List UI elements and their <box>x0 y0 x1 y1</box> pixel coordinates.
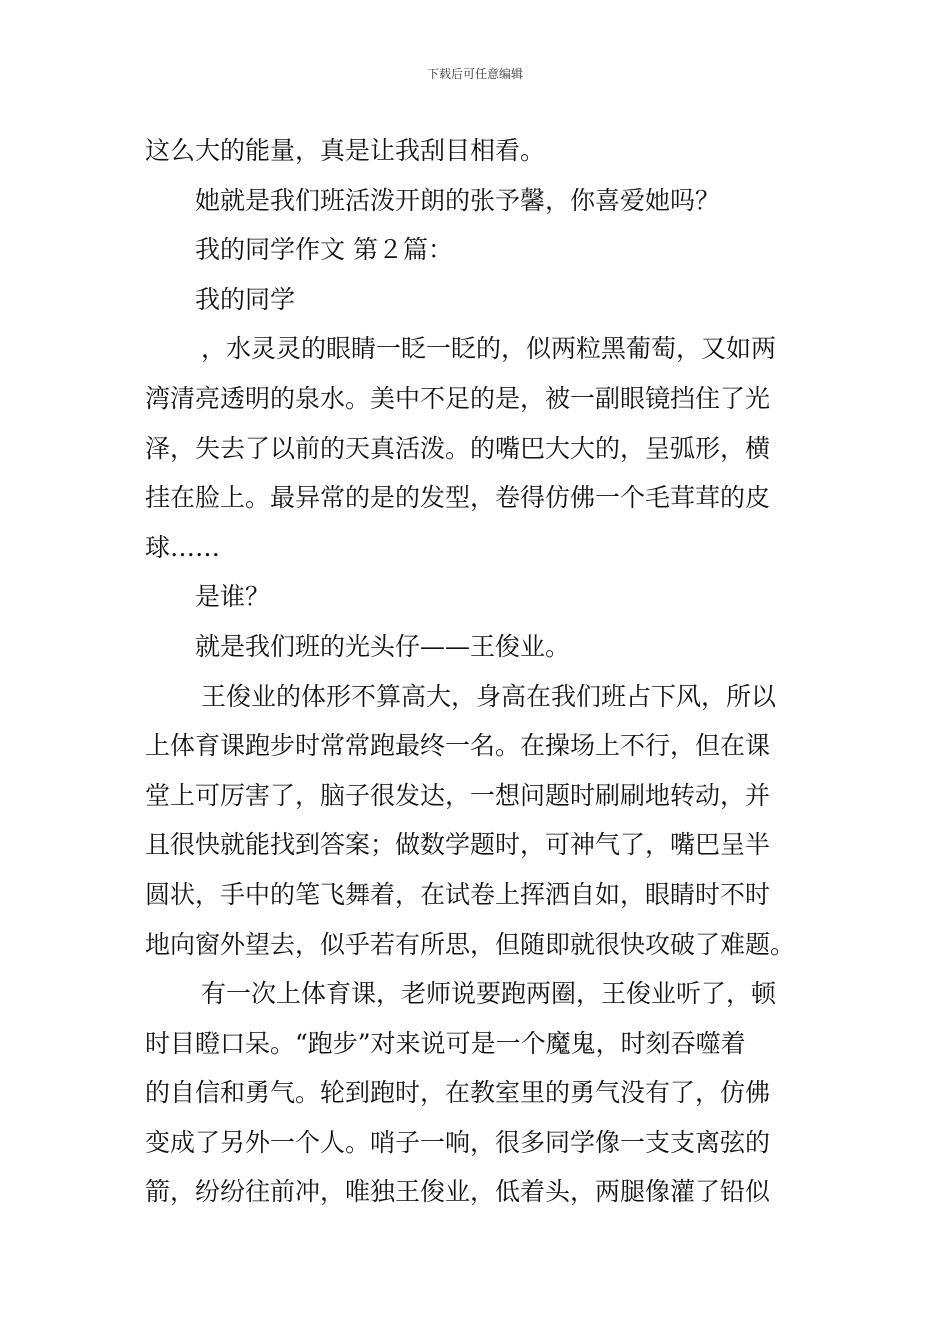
text-line: 这么大的能量，真是让我刮目相看。 <box>145 136 546 165</box>
text-line: ，水灵灵的眼睛一眨一眨的，似两粒黑葡萄，又如两 <box>201 334 777 364</box>
text-line: 的自信和勇气。轮到跑时，在教室里的勇气没有了，仿佛 <box>145 1078 771 1108</box>
text-line: 湾清亮透明的泉水。美中不足的是，被一副眼镜挡住了光 <box>145 383 771 413</box>
text-line: 圆状，手中的笔飞舞着，在试卷上挥洒自如，眼睛时不时 <box>145 879 771 909</box>
text-line: 王俊业的体形不算高大，身高在我们班占下风，所以 <box>201 681 777 711</box>
text-line: 泽，失去了以前的天真活泼。的嘴巴大大的，呈弧形，横 <box>145 433 771 463</box>
text-line: 且很快就能找到答案；做数学题时，可神气了，嘴巴呈半 <box>145 830 771 860</box>
text-line: 她就是我们班活泼开朗的张予馨，你喜爱她吗？ <box>195 185 721 215</box>
text-line: 挂在脸上。最异常的是的发型，卷得仿佛一个毛茸茸的皮 <box>145 483 771 513</box>
text-line: 地向窗外望去，似乎若有所思，但随即就很快攻破了难题。 <box>145 929 796 959</box>
article-title: 我的同学 <box>195 284 296 314</box>
text-line: 堂上可厉害了，脑子很发达，一想问题时刷刷地转动，并 <box>145 780 771 810</box>
text-line: 箭，纷纷往前冲，唯独王俊业，低着头，两腿像灌了铅似 <box>145 1177 771 1207</box>
text-line: 时目瞪口呆。“跑步”对来说可是一个魔鬼，时刻吞噬着 <box>145 1028 746 1058</box>
text-line: 上体育课跑步时常常跑最终一名。在操场上不行，但在课 <box>145 731 771 761</box>
text-line: 变成了另外一个人。哨子一响，很多同学像一支支离弦的 <box>145 1127 771 1157</box>
text-line: 球…… <box>145 532 221 562</box>
section-heading: 我的同学作文 第２篇： <box>195 235 453 265</box>
text-line: 就是我们班的光头仔——王俊业。 <box>195 631 571 661</box>
text-line: 是谁？ <box>195 582 271 612</box>
text-line: 有一次上体育课，老师说要跑两圈，王俊业听了，顿 <box>201 979 777 1009</box>
page-header: 下载后可任意编辑 <box>426 67 523 81</box>
document-body <box>145 126 810 1217</box>
